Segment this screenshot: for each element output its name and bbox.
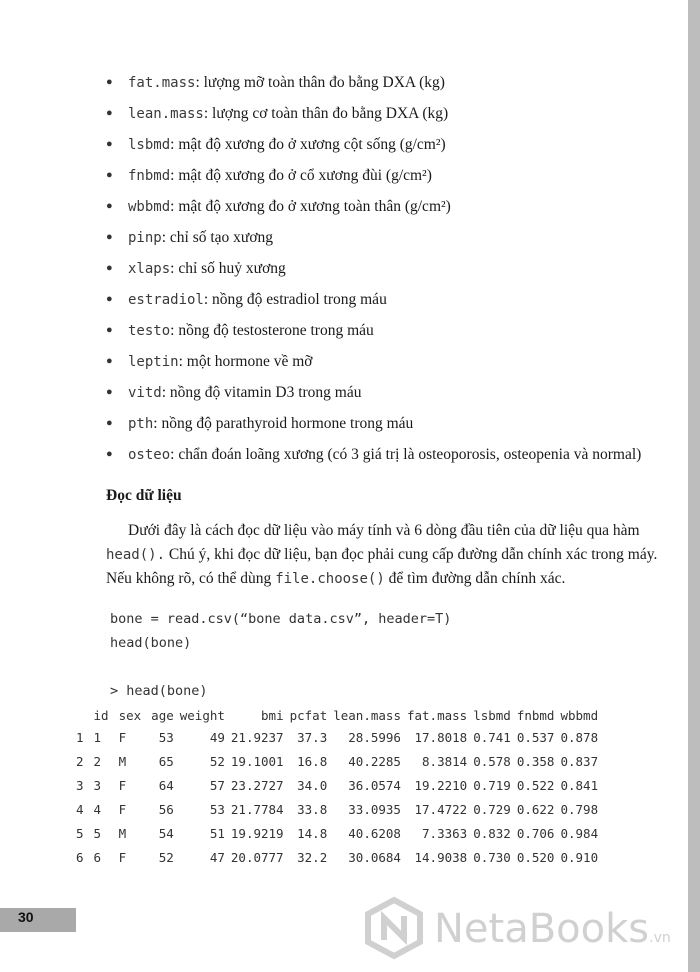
- variable-code: fnbmd: [128, 168, 171, 184]
- variable-item: [106, 320, 666, 342]
- table-cell: 0.837: [560, 753, 599, 769]
- table-header-row: [76, 705, 604, 725]
- table-cell: 34.0: [297, 777, 328, 793]
- variable-description: : lượng mỡ toàn thân đo bằng DXA (kg): [195, 74, 445, 91]
- variable-description: : mật độ xương đo ở cổ xương đùi (g/cm²): [170, 167, 432, 184]
- variable-code: lean.mass: [128, 106, 204, 122]
- variable-item: [106, 134, 666, 156]
- variable-item: [106, 444, 666, 466]
- table-cell: 1: [76, 729, 84, 745]
- table-cell: 0.832: [473, 825, 511, 841]
- para-text-3: để tìm đường dẫn chính xác.: [384, 570, 566, 587]
- variable-description: : nồng độ testosterone trong máu: [170, 322, 374, 339]
- variable-item: [106, 258, 666, 280]
- table-header-cell: sex: [118, 707, 142, 723]
- variable-description: : chỉ số tạo xương: [161, 229, 274, 246]
- watermark-text: [434, 906, 671, 952]
- table-row: [76, 773, 604, 797]
- variable-item: [106, 196, 666, 218]
- variable-code: pinp: [128, 230, 162, 246]
- code-line-read: bone = read.csv(“bone data.csv”, header=T): [110, 611, 452, 627]
- table-cell: 0.878: [560, 729, 599, 745]
- table-cell: 21.9237: [230, 729, 284, 745]
- table-cell: 53: [158, 729, 174, 745]
- variable-item: [106, 382, 666, 404]
- table-header-cell: bmi: [261, 707, 284, 723]
- table-cell: 33.8: [297, 801, 328, 817]
- table-header-cell: pcfat: [289, 707, 328, 723]
- table-cell: 37.3: [297, 729, 328, 745]
- variable-description: : nồng độ estradiol trong máu: [203, 291, 387, 308]
- variable-code: fat.mass: [128, 75, 196, 91]
- table-header-cell: fnbmd: [516, 707, 555, 723]
- table-cell: F: [118, 849, 127, 865]
- variable-code: pth: [128, 416, 154, 432]
- table-cell: 19.9219: [230, 825, 284, 841]
- variable-code: xlaps: [128, 261, 171, 277]
- variable-description: : chỉ số huỷ xương: [170, 260, 286, 277]
- table-cell: 0.522: [516, 777, 555, 793]
- table-cell: 36.0574: [348, 777, 401, 793]
- table-cell: 53: [209, 801, 225, 817]
- table-cell: 40.2285: [348, 753, 401, 769]
- table-cell: 33.0935: [348, 801, 401, 817]
- table-cell: 7.3363: [422, 825, 468, 841]
- output-command: > head(bone): [110, 683, 208, 699]
- variable-description: : chẩn đoán loãng xương (có 3 giá trị là osteoporosis, osteopenia và normal): [170, 446, 642, 463]
- variable-item: [106, 351, 666, 373]
- para-text-1: Dưới đây là cách đọc dữ liệu vào máy tính và 6 dòng đầu tiên của dữ liệu qua hàm: [128, 522, 640, 539]
- table-cell: 52: [209, 753, 225, 769]
- table-cell: 51: [209, 825, 225, 841]
- netabooks-watermark: [362, 896, 682, 960]
- variable-code: testo: [128, 323, 171, 339]
- variable-description: : lượng cơ toàn thân đo bằng DXA (kg): [203, 105, 449, 122]
- variable-description: : nồng độ vitamin D3 trong máu: [161, 384, 362, 401]
- table-row: [76, 797, 604, 821]
- table-cell: F: [118, 729, 127, 745]
- para-text-2: Chú ý, khi đọc dữ liệu, bạn đọc phải cung cấp đường dẫn chính xác trong máy. Nếu không rõ, có thể dùng: [106, 546, 658, 587]
- table-cell: 0.622: [516, 801, 555, 817]
- variable-description: : một hormone về mỡ: [178, 353, 313, 370]
- table-header-cell: fat.mass: [406, 707, 468, 723]
- table-cell: 14.9038: [414, 849, 468, 865]
- table-cell: 21.7784: [230, 801, 284, 817]
- table-cell: 6: [76, 849, 84, 865]
- table-cell: 0.910: [560, 849, 599, 865]
- table-cell: 0.729: [473, 801, 511, 817]
- table-cell: 2: [76, 753, 84, 769]
- variable-item: [106, 72, 666, 94]
- table-cell: 52: [158, 849, 174, 865]
- table-cell: 40.6208: [348, 825, 401, 841]
- table-cell: 54: [158, 825, 174, 841]
- table-cell: 0.706: [516, 825, 555, 841]
- table-cell: M: [118, 825, 127, 841]
- variable-item: [106, 413, 666, 435]
- table-cell: 0.578: [473, 753, 511, 769]
- para-code-head: head().: [106, 547, 166, 563]
- table-cell: 0.841: [560, 777, 599, 793]
- table-cell: 64: [158, 777, 174, 793]
- table-cell: 4: [93, 801, 102, 817]
- table-cell: 49: [209, 729, 225, 745]
- table-cell: 23.2727: [230, 777, 284, 793]
- table-header-cell: [76, 705, 94, 725]
- table-cell: 65: [158, 753, 174, 769]
- table-cell: 17.4722: [414, 801, 468, 817]
- netabooks-logo-icon: [362, 896, 426, 960]
- variable-code: leptin: [128, 354, 179, 370]
- table-cell: 56: [158, 801, 174, 817]
- table-row: [76, 845, 604, 869]
- table-cell: 14.8: [297, 825, 328, 841]
- table-header-cell: lsbmd: [473, 707, 511, 723]
- table-cell: 3: [93, 777, 102, 793]
- section-heading: Đọc dữ liệu: [106, 487, 182, 504]
- table-cell: 5: [76, 825, 84, 841]
- table-cell: 32.2: [297, 849, 328, 865]
- table-cell: 16.8: [297, 753, 328, 769]
- table-cell: 20.0777: [230, 849, 284, 865]
- variable-code: osteo: [128, 447, 171, 463]
- code-line-head: head(bone): [110, 635, 192, 651]
- variable-code: wbbmd: [128, 199, 171, 215]
- variable-code: vitd: [128, 385, 162, 401]
- table-cell: 1: [93, 729, 102, 745]
- table-cell: 30.0684: [348, 849, 401, 865]
- table-cell: 4: [76, 801, 84, 817]
- table-cell: 19.2210: [414, 777, 468, 793]
- table-cell: 3: [76, 777, 84, 793]
- table-cell: 0.520: [516, 849, 555, 865]
- table-cell: 8.3814: [422, 753, 468, 769]
- table-cell: 0.537: [516, 729, 555, 745]
- page-edge: [688, 0, 700, 972]
- table-cell: 19.1001: [230, 753, 284, 769]
- variable-description: : mật độ xương đo ở xương cột sống (g/cm²): [170, 136, 446, 153]
- table-header-cell: lean.mass: [333, 707, 401, 723]
- table-cell: 28.5996: [348, 729, 401, 745]
- page-number-bar: [0, 908, 76, 932]
- watermark-suffix: .vn: [649, 930, 671, 946]
- table-cell: 0.719: [473, 777, 511, 793]
- table-cell: 57: [209, 777, 225, 793]
- variable-description: : nồng độ parathyroid hormone trong máu: [153, 415, 414, 432]
- table-cell: M: [118, 753, 127, 769]
- table-row: [76, 821, 604, 845]
- table-row: [76, 725, 604, 749]
- variable-item: [106, 227, 666, 249]
- intro-paragraph: [106, 519, 666, 591]
- table-cell: 0.730: [473, 849, 511, 865]
- table-cell: 47: [209, 849, 225, 865]
- table-cell: 2: [93, 753, 102, 769]
- page-number: 30: [18, 909, 34, 925]
- table-header-cell: wbbmd: [560, 707, 599, 723]
- table-header-cell: id: [93, 707, 109, 723]
- table-cell: 6: [93, 849, 102, 865]
- variable-item: [106, 165, 666, 187]
- output-table: [76, 705, 604, 869]
- table-cell: 0.358: [516, 753, 555, 769]
- variable-item: [106, 103, 666, 125]
- table-header-cell: age: [151, 707, 174, 723]
- variable-description: : mật độ xương đo ở xương toàn thân (g/cm²): [170, 198, 451, 215]
- variable-item: [106, 289, 666, 311]
- variable-code: lsbmd: [128, 137, 171, 153]
- table-cell: 0.798: [560, 801, 599, 817]
- table-cell: F: [118, 777, 127, 793]
- table-cell: 0.741: [473, 729, 511, 745]
- table-cell: 0.984: [560, 825, 599, 841]
- table-cell: 5: [93, 825, 102, 841]
- table-header-cell: weight: [179, 707, 225, 723]
- variable-list: [106, 72, 666, 475]
- para-code-filechoose: file.choose(): [275, 571, 385, 587]
- watermark-brand: NetaBooks: [434, 906, 650, 952]
- variable-code: estradiol: [128, 292, 204, 308]
- table-cell: F: [118, 801, 127, 817]
- table-row: [76, 749, 604, 773]
- table-cell: 17.8018: [414, 729, 468, 745]
